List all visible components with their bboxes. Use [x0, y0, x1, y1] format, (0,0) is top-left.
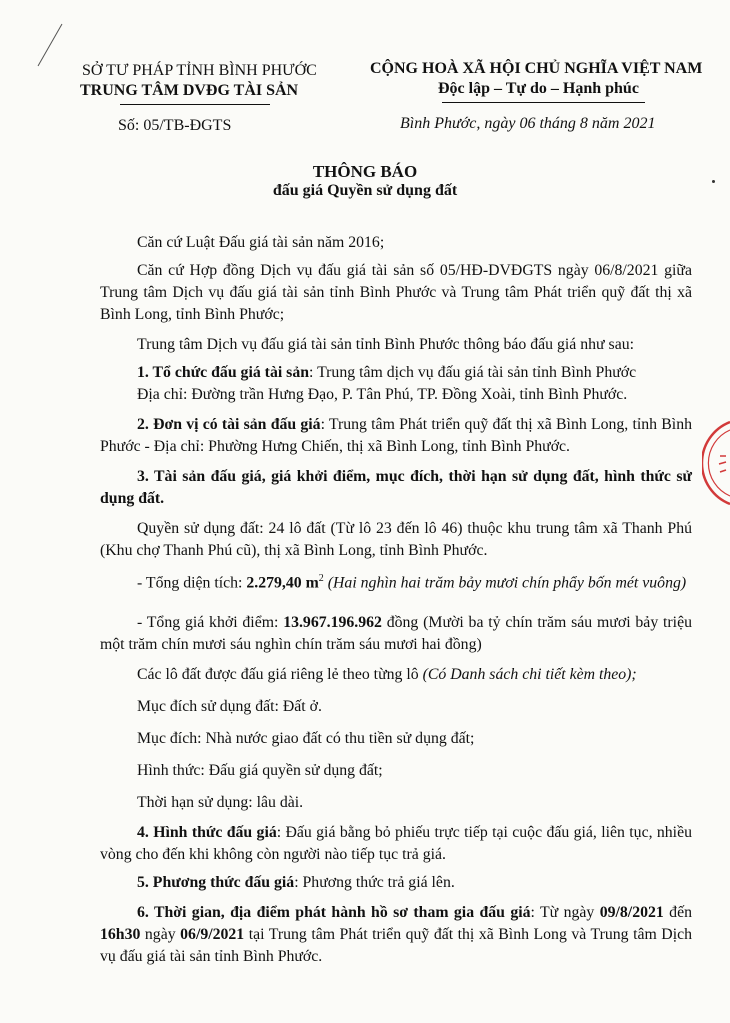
section-1-address: Địa chỉ: Đường trần Hưng Đạo, P. Tân Phú, TP. Đồng Xoài, tỉnh Bình Phước. [137, 386, 628, 403]
lots-note [100, 664, 692, 686]
national-motto: Độc lập – Tự do – Hạnh phúc [438, 80, 639, 97]
section-1-text: : Trung tâm dịch vụ đấu giá tài sản tỉnh Bình Phước [309, 364, 637, 381]
pen-mark-icon [30, 20, 70, 70]
section-1-label: 1. Tổ chức đấu giá tài sản [137, 364, 310, 381]
section-6-text-3: ngày [140, 926, 181, 943]
section-5 [100, 872, 692, 894]
section-4-text: : Đấu giá bằng bỏ phiếu trực tiếp tại cuộc đấu giá, liên tục, nhiều vòng cho đến khi không còn người nào tiếp tục trả giá. [100, 824, 692, 863]
land-purpose: Mục đích sử dụng đất: Đất ở. [137, 698, 322, 715]
release-end-time: 16h30 [100, 926, 141, 943]
section-2-label: 2. Đơn vị có tài sản đấu giá [137, 416, 321, 433]
section-3-heading: 3. Tài sản đấu giá, giá khởi điểm, mục đích, thời hạn sử dụng đất, hình thức sử dụng đất. [100, 468, 692, 507]
section-6-text-1: : Từ ngày [530, 904, 600, 921]
allocation-purpose: Mục đích: Nhà nước giao đất có thu tiền sử dụng đất; [137, 730, 475, 747]
section-6-text-2: đến [663, 904, 692, 921]
section-4-label: 4. Hình thức đấu giá [137, 824, 277, 841]
announcement-intro: Trung tâm Dịch vụ đấu giá tài sản tỉnh Bình Phước thông báo đấu giá như sau: [137, 336, 634, 353]
section-6-text-4: tại Trung tâm Phát triển quỹ đất thị xã Bình Long và Trung tâm Dịch vụ đấu giá tài sản tỉnh Bình Phước. [100, 926, 692, 965]
total-area [100, 568, 692, 594]
auction-form: Hình thức: Đấu giá quyền sử dụng đất; [137, 762, 383, 779]
usage-term: Thời hạn sử dụng: lâu dài. [137, 794, 304, 811]
agency-parent: SỞ TƯ PHÁP TỈNH BÌNH PHƯỚC [82, 62, 317, 79]
total-area-value: 2.279,40 m [246, 574, 319, 592]
agency-underline [120, 104, 270, 105]
lots-note-italic: (Có Danh sách chi tiết kèm theo); [422, 666, 637, 683]
section-6 [100, 902, 692, 968]
section-2-text: : Trung tâm Phát triển quỹ đất thị xã Bình Long, tỉnh Bình Phước - Địa chỉ: Phường Hưng Chiến, thị xã Bình Long, tỉnh Bình Phước. [100, 416, 692, 455]
starting-price-words: đồng (Mười ba tỷ chín trăm sáu mươi bảy triệu một trăm chín mươi sáu nghìn chín trăm sáu mươi hai đồng) [100, 614, 692, 653]
reference-number: Số: 05/TB-ĐGTS [118, 117, 232, 134]
agency-name: TRUNG TÂM DVĐG TÀI SẢN [80, 82, 299, 99]
legal-basis-1: Căn cứ Luật Đấu giá tài sản năm 2016; [137, 234, 385, 251]
section-5-label: 5. Phương thức đấu giá [137, 874, 295, 891]
total-area-words: (Hai nghìn hai trăm bảy mươi chín phẩy bốn mét vuông) [323, 574, 687, 592]
place-date: Bình Phước, ngày 06 tháng 8 năm 2021 [400, 115, 656, 132]
area-unit-exponent: 2 [318, 573, 324, 584]
starting-price-value: 13.967.196.962 [283, 614, 382, 631]
national-title: CỘNG HOÀ XÃ HỘI CHỦ NGHĨA VIỆT NAM [370, 60, 703, 77]
release-end-date: 06/9/2021 [180, 926, 245, 943]
section-2 [100, 414, 692, 458]
starting-price-label: - Tổng giá khởi điểm: [137, 614, 284, 631]
section-5-text: : Phương thức trả giá lên. [294, 874, 455, 891]
legal-basis-2: Căn cứ Hợp đồng Dịch vụ đấu giá tài sản số 05/HĐ-DVĐGTS ngày 06/8/2021 giữa Trung tâm Dịch vụ đấu giá tài sản tỉnh Bình Phước và Trung tâm Phát triển quỹ đất thị xã Bình Long, tỉnh Bình Phước; [100, 262, 692, 323]
red-stamp-icon [702, 418, 730, 508]
section-4 [100, 822, 692, 866]
document-subtitle: đấu giá Quyền sử dụng đất [272, 182, 458, 199]
section-1 [100, 362, 692, 384]
release-start-date: 09/8/2021 [599, 904, 664, 921]
starting-price [100, 612, 692, 656]
land-use-rights: Quyền sử dụng đất: 24 lô đất (Từ lô 23 đến lô 46) thuộc khu trung tâm xã Thanh Phú (Khu chợ Thanh Phú cũ), thị xã Bình Long, tỉnh Bình Phước. [100, 520, 692, 559]
document-title: THÔNG BÁO [312, 162, 418, 181]
total-area-label: - Tổng diện tích: [137, 574, 247, 592]
motto-underline [442, 102, 645, 103]
speck-mark [712, 180, 715, 183]
section-6-label: 6. Thời gian, địa điểm phát hành hồ sơ tham gia đấu giá [137, 904, 531, 921]
lots-note-text: Các lô đất được đấu giá riêng lẻ theo từng lô [137, 666, 423, 683]
